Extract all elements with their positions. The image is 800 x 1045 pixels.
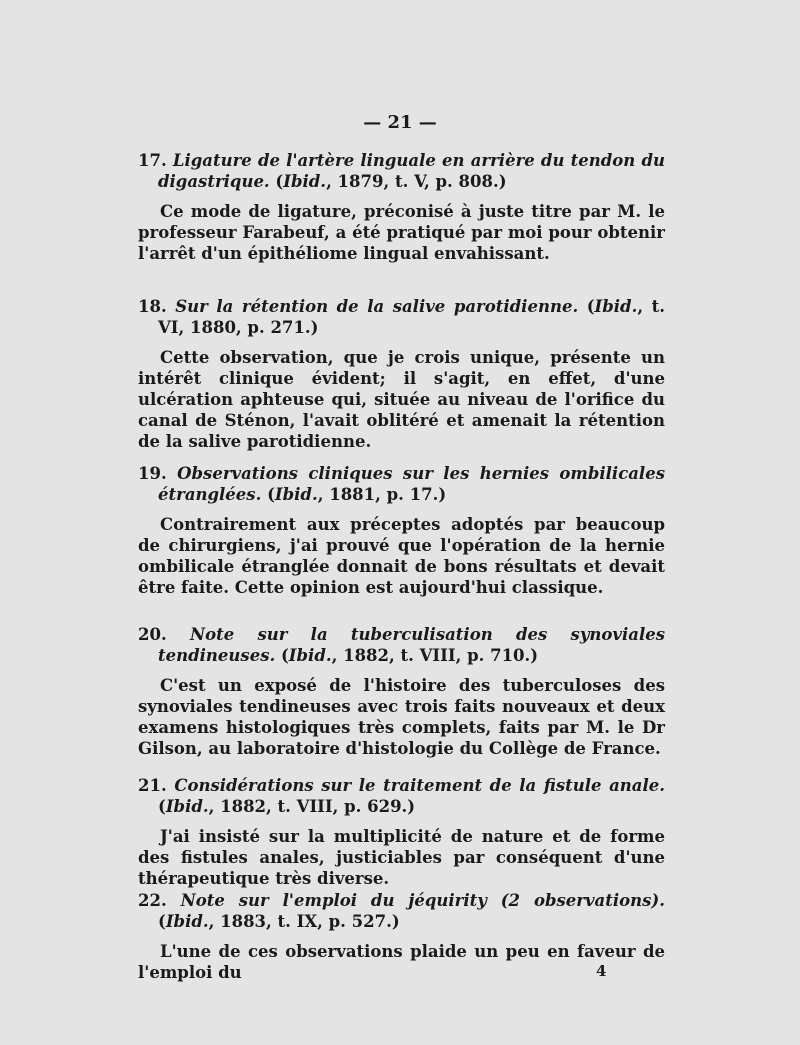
- entry-title: 20. Note sur la tuberculisation des synoviales tendineuses. (Ibid., 1882, t. VIII, p. 710.): [138, 625, 666, 665]
- entry-title-text: Note sur l'emploi du jéquirity (2 observations).: [180, 891, 665, 910]
- entry-title: 17. Ligature de l'artère linguale en arrière du tendon du digastrique. (Ibid., 1879, t. V, p. 808.): [138, 151, 665, 191]
- signature-mark: 4: [596, 962, 607, 980]
- entry-ibid: Ibid.: [274, 485, 318, 504]
- entry-body: Ce mode de ligature, préconisé à juste titre par M. le professeur Farabeuf, a été pratiqué par moi pour obtenir l'arrêt d'un épithéliome lingual envahissant.: [138, 202, 665, 263]
- entry-body: J'ai insisté sur la multiplicité de nature et de forme des fistules anales, justiciables par conséquent d'une thérapeutique très diverse.: [138, 827, 665, 888]
- entry-title: 21. Considérations sur le traitement de la fistule anale. (Ibid., 1882, t. VIII, p. 629.): [138, 776, 665, 816]
- entry-reference: , 1883, t. IX, p. 527.): [208, 912, 400, 931]
- entry-18: [138, 296, 665, 452]
- entry-reference: , 1882, t. VIII, p. 710.): [331, 646, 539, 665]
- entry-19: [138, 463, 665, 598]
- entry-body: C'est un exposé de l'histoire des tuberculoses des synoviales tendineuses avec trois faits nouveaux et deux examens histologiques très complets, faits par M. le Dr Gilson, au laboratoire d'histologie du Collège de France.: [138, 676, 665, 758]
- entry-number: 17.: [138, 151, 167, 170]
- entry-ibid: Ibid.: [594, 297, 638, 316]
- entry-title: 22. Note sur l'emploi du jéquirity (2 observations). (Ibid., 1883, t. IX, p. 527.): [138, 891, 665, 931]
- entry-title-text: Ligature de l'artère linguale en arrière du tendon du digastrique.: [158, 151, 665, 191]
- entry-body: Cette observation, que je crois unique, présente un intérêt clinique évident; il s'agit, en effet, d'une ulcération aphteuse qui, située au niveau de l'orifice du canal de Sténon, l'avait oblitéré et amenait la rétention de la salive parotidienne.: [138, 348, 665, 451]
- entry-reference: , t. VI, 1880, p. 271.): [158, 297, 665, 337]
- entry-title: 19. Observations cliniques sur les hernies ombilicales étranglées. (Ibid., 1881, p. 17.): [138, 464, 665, 504]
- entry-body: Contrairement aux préceptes adoptés par beaucoup de chirurgiens, j'ai prouvé que l'opération de la hernie ombilicale étranglée donnait de bons résultats et devait être faite. Cette opinion est aujourd'hui classique.: [138, 515, 665, 597]
- entry-body: L'une de ces observations plaide un peu en faveur de l'emploi du: [138, 942, 665, 982]
- entry-number: 22.: [138, 891, 167, 910]
- entry-reference: , 1882, t. VIII, p. 629.): [208, 797, 416, 816]
- entry-ibid: Ibid.: [165, 797, 209, 816]
- entry-number: 18.: [138, 297, 167, 316]
- entry-title-text: Observations cliniques sur les hernies ombilicales étranglées.: [158, 464, 665, 504]
- entry-reference: , 1881, p. 17.): [317, 485, 447, 504]
- entry-number: 20.: [138, 625, 167, 644]
- entry-title-text: Considérations sur le traitement de la fistule anale.: [174, 776, 665, 795]
- entry-ibid: Ibid.: [283, 172, 327, 191]
- entry-title-text: Sur la rétention de la salive parotidienne.: [175, 297, 579, 316]
- entry-title: 18. Sur la rétention de la salive parotidienne. (Ibid., t. VI, 1880, p. 271.): [138, 297, 665, 337]
- entry-number: 21.: [138, 776, 167, 795]
- entry-17: [138, 150, 665, 264]
- entry-number: 19.: [138, 464, 167, 483]
- page-number: — 21 —: [363, 112, 437, 133]
- entry-ibid: Ibid.: [165, 912, 209, 931]
- entry-22: [138, 890, 665, 983]
- entry-title-text: Note sur la tuberculisation des synoviales tendineuses.: [158, 625, 666, 665]
- entry-ibid: Ibid.: [288, 646, 332, 665]
- entry-20: [138, 624, 665, 759]
- entry-reference: , 1879, t. V, p. 808.): [326, 172, 507, 191]
- entry-21: [138, 775, 665, 889]
